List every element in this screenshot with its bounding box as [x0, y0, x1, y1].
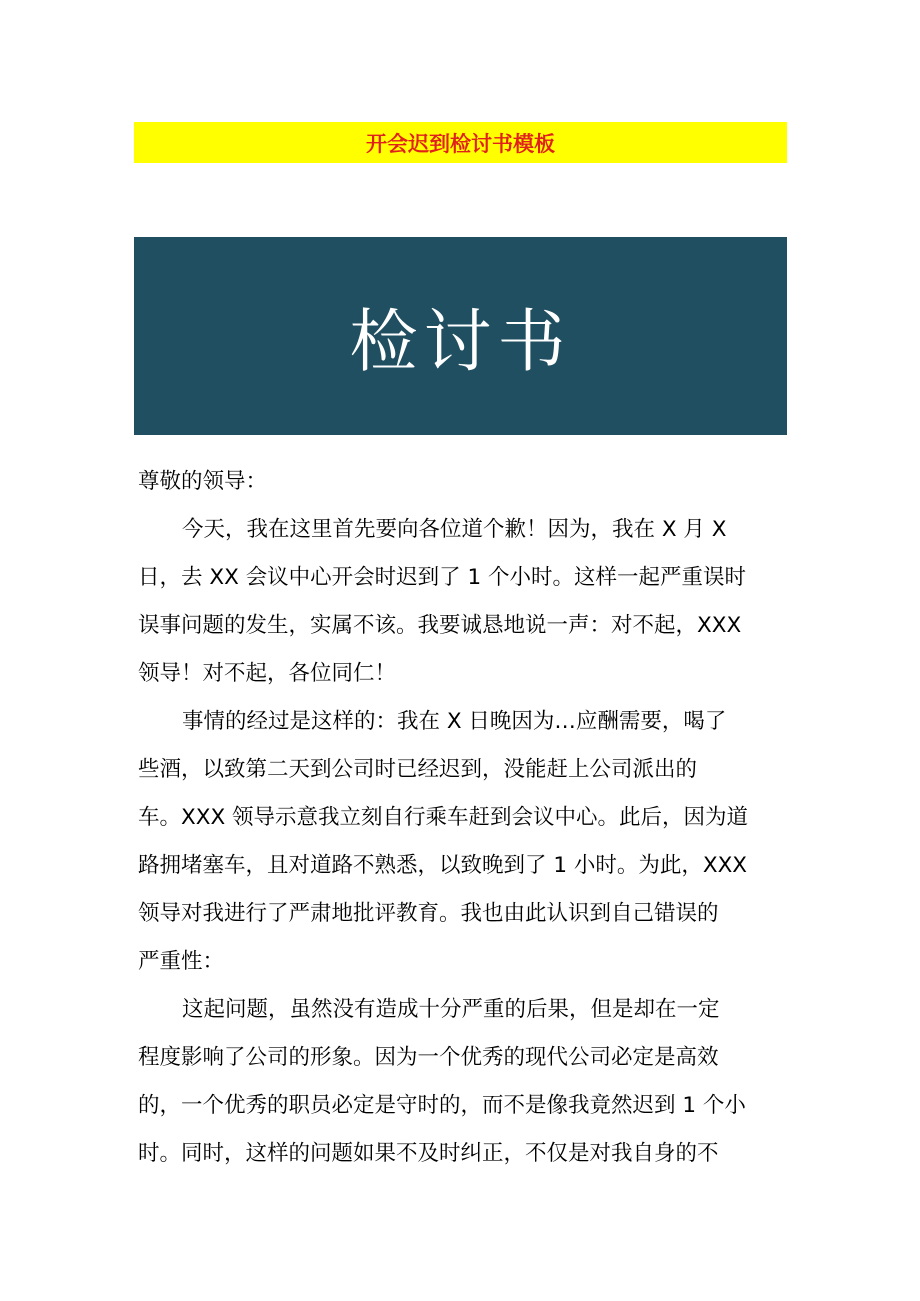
paragraph-line: 这起问题，虽然没有造成十分严重的后果，但是却在一定: [182, 997, 720, 1022]
paragraph-line: 车。XXX 领导示意我立刻自行乘车赶到会议中心。此后，因为道: [138, 805, 749, 830]
paragraph-line: 误事问题的发生，实属不该。我要诚恳地说一声：对不起，XXX: [138, 613, 742, 638]
document-body: [138, 458, 788, 1178]
paragraph-line: 的，一个优秀的职员必定是守时的，而不是像我竟然迟到 1 个小: [138, 1093, 746, 1118]
paragraph-1: [138, 506, 788, 698]
banner: [134, 237, 787, 435]
paragraph-line: 路拥堵塞车，且对道路不熟悉，以致晚到了 1 小时。为此，XXX: [138, 853, 748, 878]
paragraph-line: 领导！对不起，各位同仁！: [138, 661, 397, 686]
paragraph-line: 时。同时，这样的问题如果不及时纠正，不仅是对我自身的不: [138, 1141, 719, 1166]
paragraph-line: 事情的经过是这样的：我在 X 日晚因为…应酬需要，喝了: [182, 709, 727, 734]
paragraph-2: [138, 698, 788, 986]
paragraph-line: 领导对我进行了严肃地批评教育。我也由此认识到自己错误的: [138, 901, 719, 926]
paragraph-line: 今天，我在这里首先要向各位道个歉！因为，我在 X 月 X: [182, 517, 727, 542]
banner-title: 检讨书: [349, 302, 572, 382]
paragraph-3: [138, 986, 788, 1178]
paragraph-line: 日，去 XX 会议中心开会时迟到了 1 个小时。这样一起严重误时: [138, 565, 746, 590]
header-title-bar: [134, 122, 787, 163]
paragraph-line: 严重性：: [138, 949, 225, 974]
paragraph-line: 些酒，以致第二天到公司时已经迟到，没能赶上公司派出的: [138, 757, 698, 782]
header-title: 开会迟到检讨书模板: [366, 131, 555, 156]
paragraph-line: 程度影响了公司的形象。因为一个优秀的现代公司必定是高效: [138, 1045, 719, 1070]
salutation: 尊敬的领导：: [138, 469, 268, 494]
